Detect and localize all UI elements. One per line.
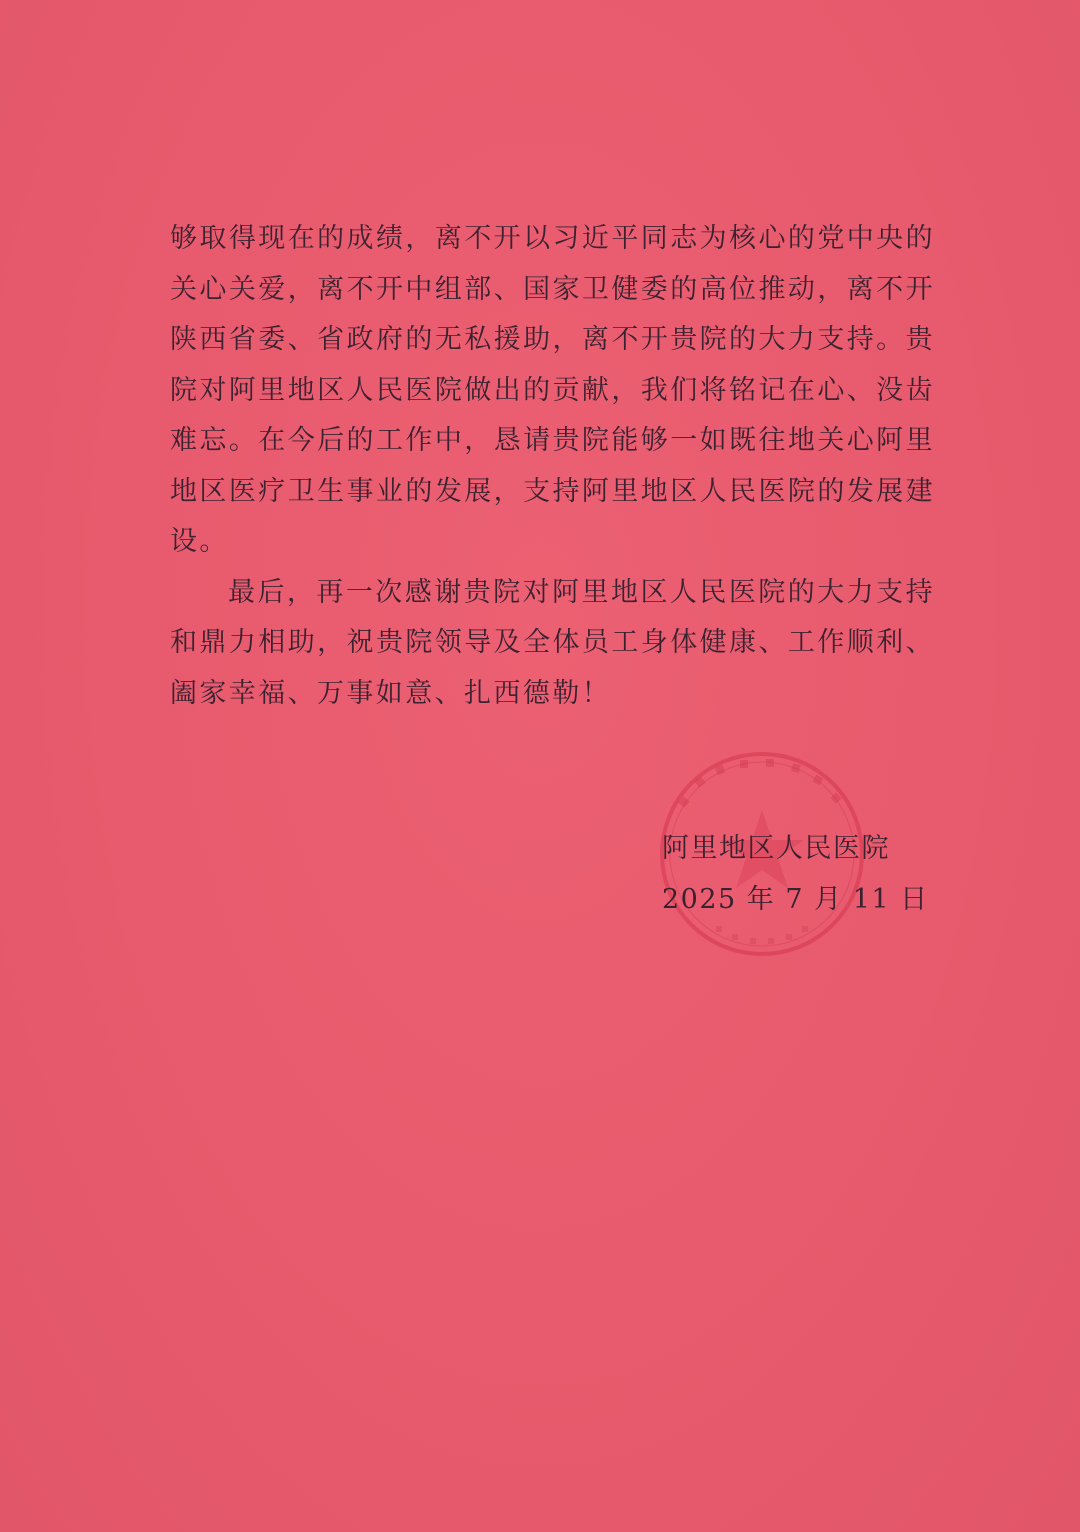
signature-date: 2025 年 7 月 11 日: [662, 883, 929, 915]
signature-block: [662, 824, 962, 925]
paragraph-1-line: 关心关爱，离不开中组部、国家卫健委的高位推动，离不开: [170, 273, 935, 305]
letter-body: [170, 214, 935, 719]
signature-organization: 阿里地区人民医院: [662, 833, 890, 864]
paragraph-2-line: 最后，再一次感谢贵院对阿里地区人民医院的大力支持: [228, 576, 935, 608]
paragraph-1-line: 地区医疗卫生事业的发展，支持阿里地区人民医院的发展建: [170, 475, 935, 507]
paragraph-2-line: 和鼎力相助，祝贵院领导及全体员工身体健康、工作顺利、: [170, 627, 935, 658]
paragraph-2-line: 阖家幸福、万事如意、扎西德勒！: [170, 677, 611, 709]
paragraph-1-line: 院对阿里地区人民医院做出的贡献，我们将铭记在心、没齿: [170, 374, 935, 406]
paragraph-1-line: 陕西省委、省政府的无私援助，离不开贵院的大力支持。贵: [170, 324, 935, 355]
paragraph-1-line: 设。: [170, 526, 229, 557]
paragraph-1-line: 难忘。在今后的工作中，恳请贵院能够一如既往地关心阿里: [170, 425, 935, 456]
paragraph-1-line: 够取得现在的成绩，离不开以习近平同志为核心的党中央的: [170, 223, 935, 254]
